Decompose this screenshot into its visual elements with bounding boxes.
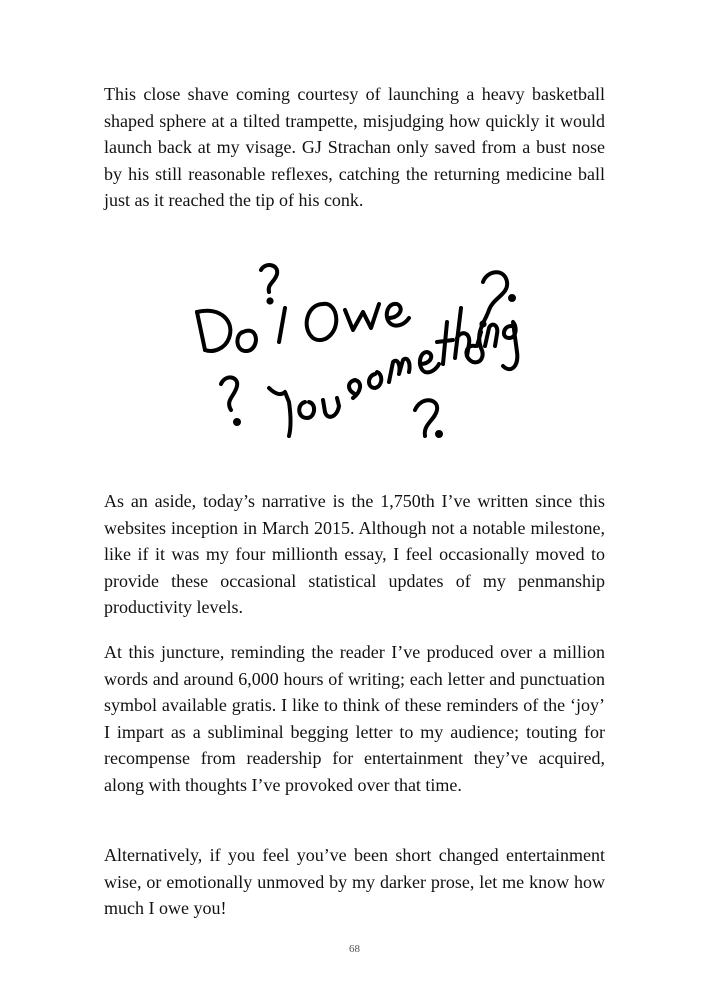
page-number: 68: [349, 943, 360, 955]
paragraph-close-shave: This close shave coming courtesy of launching a heavy basketball shaped sphere at a tilted trampette, misjudging how quickly it would launch back at my visage. GJ Strachan only saved from a bust nose by his still reasonable reflexes, catching the returning medicine ball just as it reached the tip of his conk.: [104, 84, 605, 210]
handwritten-note-image: [185, 252, 525, 444]
paragraph-juncture: At this juncture, reminding the reader I’ve produced over a million words and around 6,000 hours of writing; each letter and punctuation symbol available gratis. I like to think of these reminders of the ‘joy’ I impart as a subliminal begging letter to my audience; touting for recompense from readership for entertainment they’ve acquired, along with thoughts I’ve provoked over that time.: [104, 642, 605, 795]
paragraph-alternatively: Alternatively, if you feel you’ve been short changed entertainment wise, or emotionally unmoved by my darker prose, let me know how much I owe you!: [104, 845, 605, 918]
paragraph-aside: As an aside, today’s narrative is the 1,750th I’ve written since this websites inception in March 2015. Although not a notable milestone, like if it was my four millionth essay, I feel occasionally moved to provide these occasional statistical updates of my penmanship productivity levels.: [104, 491, 605, 617]
